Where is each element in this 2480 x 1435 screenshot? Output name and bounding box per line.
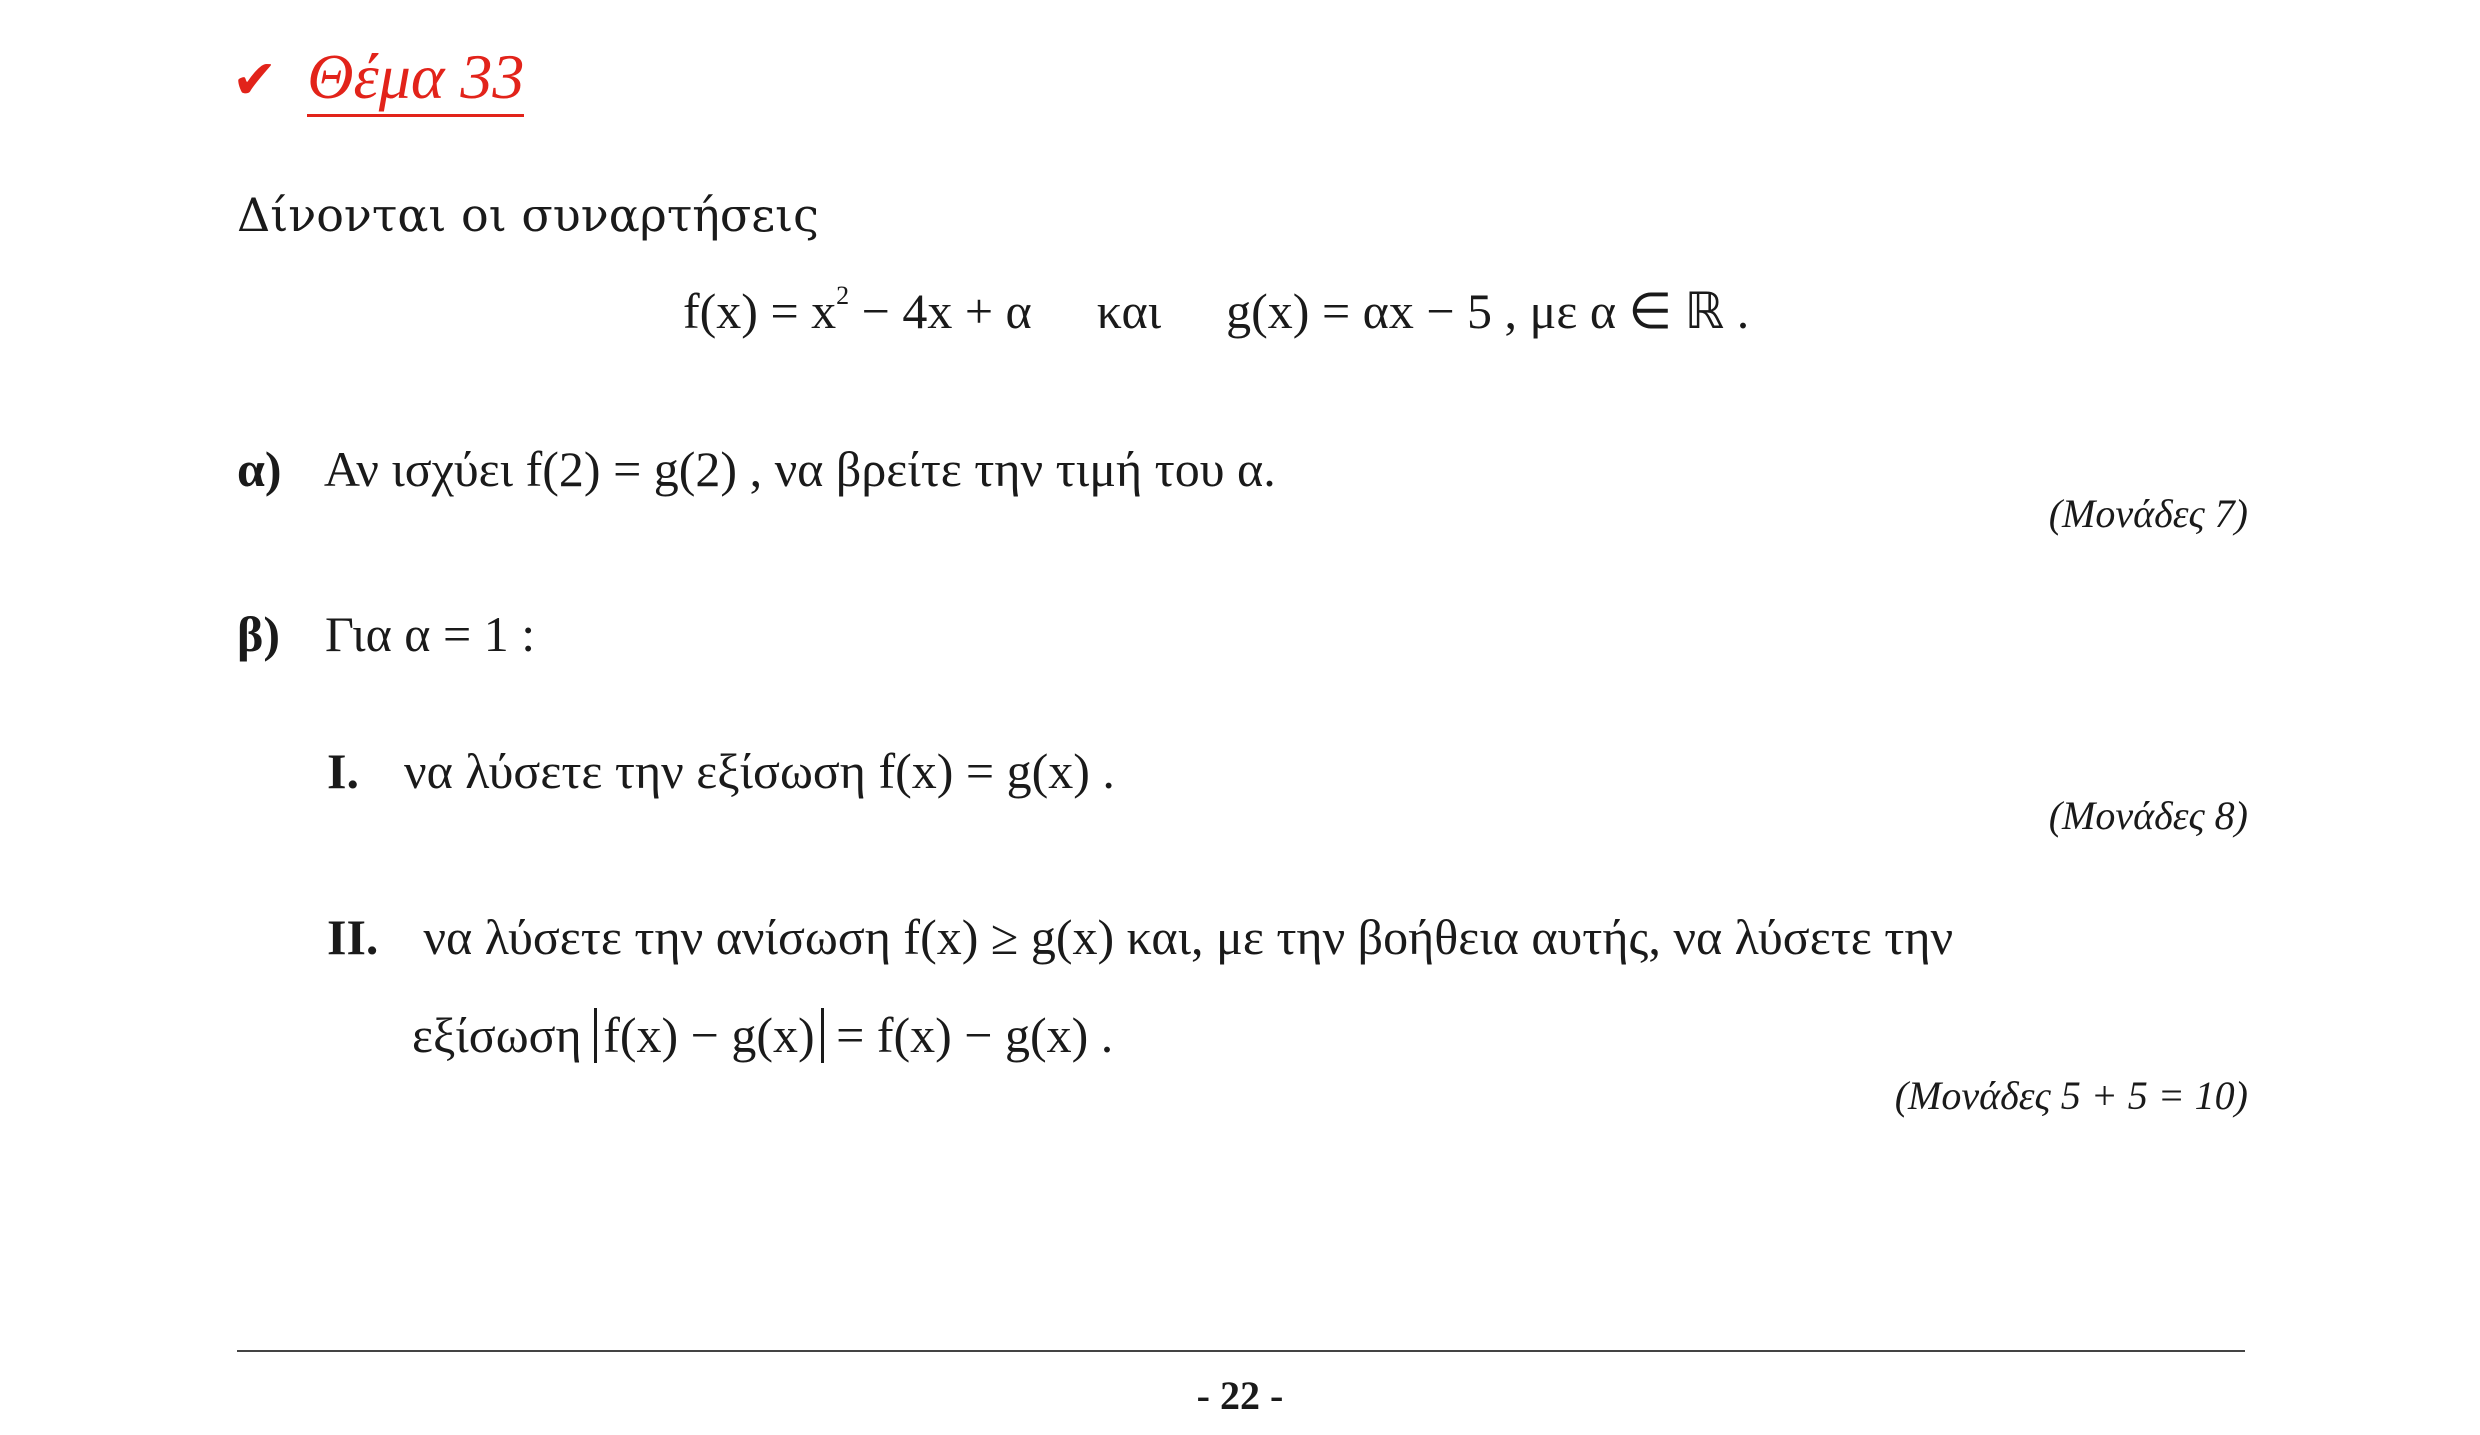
footer-divider <box>237 1350 2245 1352</box>
formula-connector: και <box>1096 283 1162 339</box>
intro-text: Δίνονται οι συναρτήσεις <box>237 188 819 242</box>
part-2-cont-suffix: = f(x) − g(x) . <box>836 1007 1114 1063</box>
check-icon: ✔ <box>232 47 278 111</box>
part-1-label: I. <box>327 743 359 799</box>
part-2-points: (Μονάδες 5 + 5 = 10) <box>1894 1073 2248 1118</box>
part-2-label: II. <box>327 909 379 965</box>
part-2-text: να λύσετε την ανίσωση f(x) ≥ g(x) και, με την βοήθεια αυτής, να λύσετε την <box>423 909 1954 965</box>
g-definition: g(x) = αx − 5 , με α ∈ ℝ . <box>1226 283 1750 339</box>
part-2-continuation <box>412 1006 1113 1064</box>
question-a-text: Αν ισχύει f(2) = g(2) , να βρείτε την τιμή του α. <box>323 441 1276 497</box>
part-2-cont-prefix: εξίσωση <box>412 1007 582 1063</box>
part-1-points: (Μονάδες 8) <box>2048 793 2248 838</box>
question-a-points: (Μονάδες 7) <box>2048 491 2248 536</box>
page-number: - 22 - <box>1196 1373 1284 1418</box>
function-definitions <box>683 282 1749 340</box>
question-a <box>237 440 1276 498</box>
question-b-text: Για α = 1 : <box>325 606 536 662</box>
f-definition: $f(x) = x^2 - 4x + \alpha$ <box>683 281 1032 339</box>
question-b-part-2 <box>327 908 1953 966</box>
page-title: Θέμα 33 <box>307 42 524 117</box>
part-1-text: να λύσετε την εξίσωση f(x) = g(x) . <box>403 743 1115 799</box>
question-a-label: α) <box>237 441 282 497</box>
absolute-value-expression: f(x) − g(x) <box>594 1008 823 1063</box>
question-b <box>237 605 535 663</box>
page-title-row <box>232 42 524 117</box>
question-b-part-1 <box>327 742 1115 800</box>
question-b-label: β) <box>237 606 280 662</box>
